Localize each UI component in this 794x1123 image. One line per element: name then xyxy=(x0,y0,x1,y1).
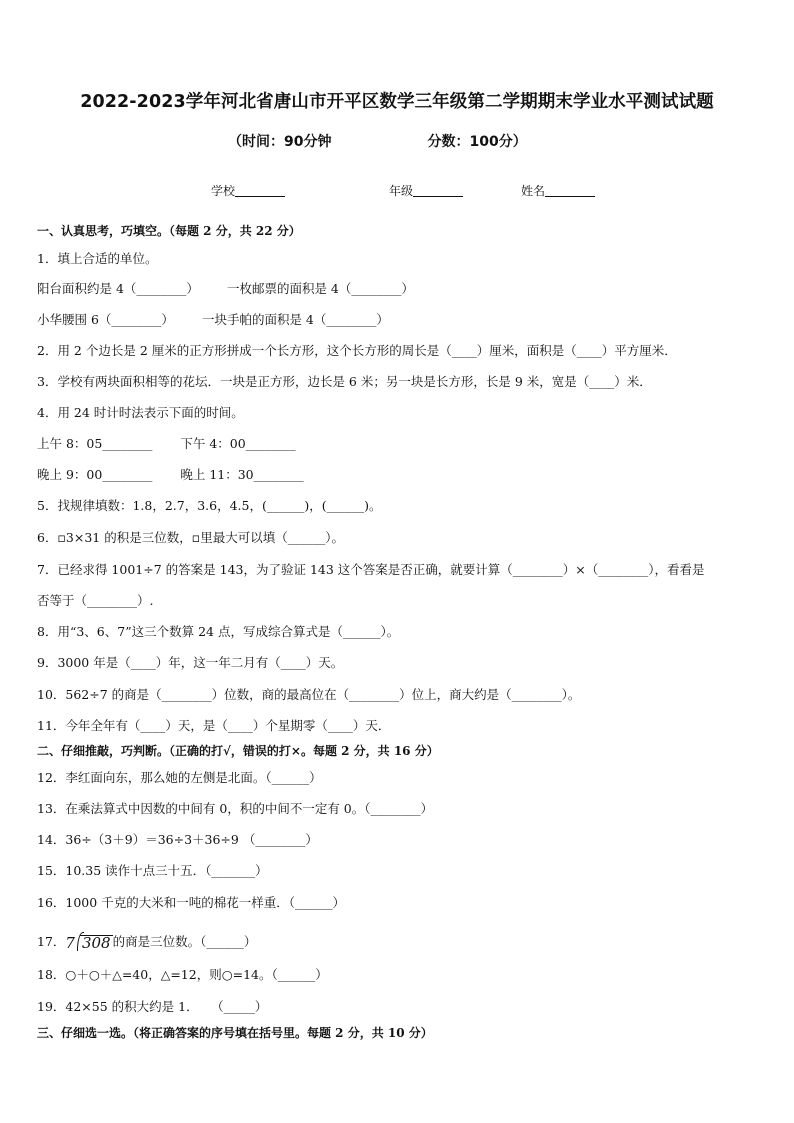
question-4a: 上午 8：05________ xyxy=(37,436,153,451)
question-10: 10．562÷7 的商是（________）位数，商的最高位在（________）位上，商大约是（________）。 xyxy=(37,687,581,702)
question-1b: 一枚邮票的面积是 4（________） xyxy=(226,281,414,296)
question-7a: 7．已经求得 1001÷7 的答案是 143，为了验证 143 这个答案是否正确，就要计算（________）×（________），看看是 xyxy=(37,562,705,577)
question-15: 15．10.35 读作十点三十五．（_______） xyxy=(37,863,268,878)
section2-heading: 二、仔细推敲，巧判断。（正确的打√，错误的打×。每题 2 分，共 16 分） xyxy=(37,744,439,758)
exam-time-score xyxy=(228,131,527,151)
question-11: 11．今年全年有（____）天，是（____）个星期零（____）天． xyxy=(37,718,391,733)
question-12: 12．李红面向东，那么她的左侧是北面。（______） xyxy=(37,770,322,785)
question-4c: 晚上 9：00________ xyxy=(37,467,153,482)
question-1d: 一块手帕的面积是 4（________） xyxy=(201,312,389,327)
grade-blank xyxy=(413,184,463,197)
name-blank xyxy=(545,184,595,197)
division-divisor: 7 xyxy=(65,934,75,952)
long-division-symbol xyxy=(65,932,112,951)
page-title: 2022-2023学年河北省唐山市开平区数学三年级第二学期期末学业水平测试试题 xyxy=(80,92,714,112)
question-1: 1．填上合适的单位。 xyxy=(37,251,158,266)
question-4b: 下午 4：00________ xyxy=(180,436,296,451)
question-3: 3．学校有两块面积相等的花坛．一块是正方形，边长是 6 米；另一块是长方形，长是 9 米，宽是（____）米． xyxy=(37,374,652,389)
question-2: 2．用 2 个边长是 2 厘米的正方形拼成一个长方形，这个长方形的周长是（____）厘米，面积是（____）平方厘米． xyxy=(37,343,677,358)
question-17-prefix: 17． xyxy=(37,934,66,949)
exam-time: （时间：90分钟 xyxy=(228,134,332,150)
question-17 xyxy=(37,932,256,951)
question-5: 5．找规律填数：1.8，2.7，3.6，4.5，(______)，(______)。 xyxy=(37,498,382,513)
question-6: 6．▫3×31 的积是三位数，▫里最大可以填（______）。 xyxy=(37,530,344,545)
school-blank xyxy=(235,184,285,197)
question-16: 16．1000 千克的大米和一吨的棉花一样重．（______） xyxy=(37,895,345,910)
question-4d: 晚上 11：30________ xyxy=(180,467,304,482)
question-14: 14．36÷（3＋9）＝36÷3＋36÷9 （________） xyxy=(37,832,318,847)
question-8: 8．用“3、6、7”这三个数算 24 点，写成综合算式是（______）。 xyxy=(37,624,400,639)
section3-heading: 三、仔细选一选。（将正确答案的序号填在括号里。每题 2 分，共 10 分） xyxy=(37,1026,433,1040)
question-1a: 阳台面积约是 4（________） xyxy=(37,281,199,296)
student-info-line xyxy=(211,182,595,199)
question-13: 13．在乘法算式中因数的中间有 0，积的中间不一定有 0。（________） xyxy=(37,801,434,816)
question-17-suffix: 的商是三位数。（______） xyxy=(112,934,257,949)
name-label: 姓名 xyxy=(521,184,546,198)
question-9: 9．3000 年是（____）年，这一年二月有（____）天。 xyxy=(37,655,344,670)
school-label: 学校 xyxy=(211,184,236,198)
grade-label: 年级 xyxy=(389,184,414,198)
section1-heading: 一、认真思考，巧填空。（每题 2 分，共 22 分） xyxy=(37,224,301,238)
question-4a-row xyxy=(37,438,296,451)
division-dividend: 308 xyxy=(81,934,111,952)
question-1a-row xyxy=(37,283,414,296)
question-4c-row xyxy=(37,469,304,482)
question-18: 18．○＋○＋△=40，△=12，则○=14。（______） xyxy=(37,967,328,982)
question-1c: 小华腰围 6（________） xyxy=(37,312,174,327)
exam-score: 分数：100分） xyxy=(427,134,527,150)
question-7b: 否等于（________）. xyxy=(37,593,154,608)
question-4: 4．用 24 时计时法表示下面的时间。 xyxy=(37,405,244,420)
question-1c-row xyxy=(37,314,389,327)
question-19: 19．42×55 的积大约是 1． （_____） xyxy=(37,999,268,1014)
